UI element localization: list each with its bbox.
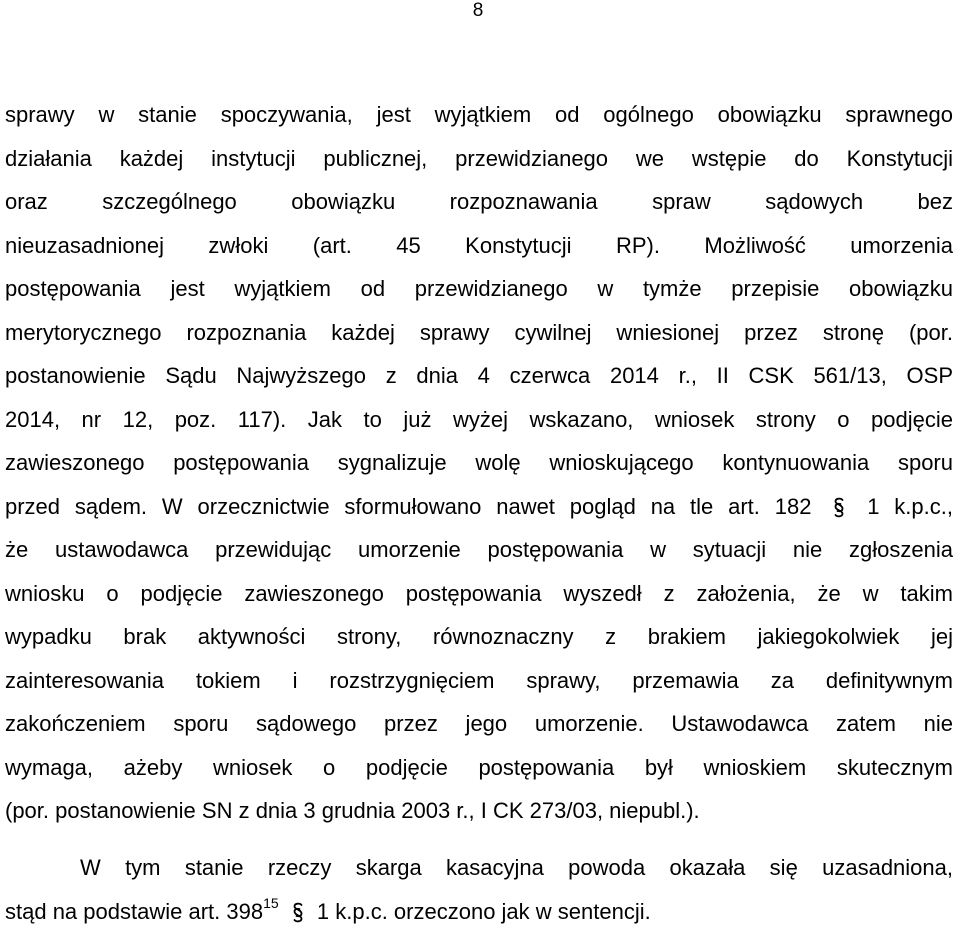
text-fragment: 1 k.p.c., [867,494,953,519]
paragraph-main [5,93,953,833]
text-line: że ustawodawca przewidując umorzenie postępowania w sytuacji nie zgłoszenia [5,528,953,572]
section-sign-icon [828,495,850,520]
text-fragment: stąd na podstawie art. 398 [5,899,263,924]
text-line: wymaga, ażeby wniosek o podjęcie postępowania był wnioskiem skutecznym [5,746,953,790]
text-line: zakończeniem sporu sądowego przez jego umorzenie. Ustawodawca zatem nie [5,702,953,746]
text-line-with-section-sign [5,890,953,933]
text-fragment: 1 k.p.c. orzeczono jak w sentencji. [317,899,651,924]
text-line: sprawy w stanie spoczywania, jest wyjątkiem od ogólnego obowiązku sprawnego [5,93,953,137]
section-sign-icon [287,900,309,925]
superscript: 15 [263,895,279,911]
text-line: zawieszonego postępowania sygnalizuje wolę wnioskującego kontynuowania sporu [5,441,953,485]
text-line: (por. postanowienie SN z dnia 3 grudnia 2003 r., I CK 273/03, niepubl.). [5,789,953,833]
text-line: oraz szczególnego obowiązku rozpoznawania spraw sądowych bez [5,180,953,224]
text-line: W tym stanie rzeczy skarga kasacyjna powoda okazała się uzasadniona, [5,846,953,890]
text-fragment: przed sądem. W orzecznictwie sformułowano nawet pogląd na tle art. 182 [5,494,811,519]
paragraph-conclusion [5,846,953,933]
text-line: postępowania jest wyjątkiem od przewidzianego w tymże przepisie obowiązku [5,267,953,311]
text-line: wypadku brak aktywności strony, równoznaczny z brakiem jakiegokolwiek jej [5,615,953,659]
text-line: merytorycznego rozpoznania każdej sprawy cywilnej wniesionej przez stronę (por. [5,311,953,355]
text-line: zainteresowania tokiem i rozstrzygnięciem sprawy, przemawia za definitywnym [5,659,953,703]
page-number: 8 [466,0,490,22]
text-line: postanowienie Sądu Najwyższego z dnia 4 czerwca 2014 r., II CSK 561/13, OSP [5,354,953,398]
text-line: wniosku o podjęcie zawieszonego postępowania wyszedł z założenia, że w takim [5,572,953,616]
text-line-with-section-sign [5,485,953,529]
text-line: nieuzasadnionej zwłoki (art. 45 Konstytucji RP). Możliwość umorzenia [5,224,953,268]
text-line: 2014, nr 12, poz. 117). Jak to już wyżej wskazano, wniosek strony o podjęcie [5,398,953,442]
text-line: działania każdej instytucji publicznej, przewidzianego we wstępie do Konstytucji [5,137,953,181]
